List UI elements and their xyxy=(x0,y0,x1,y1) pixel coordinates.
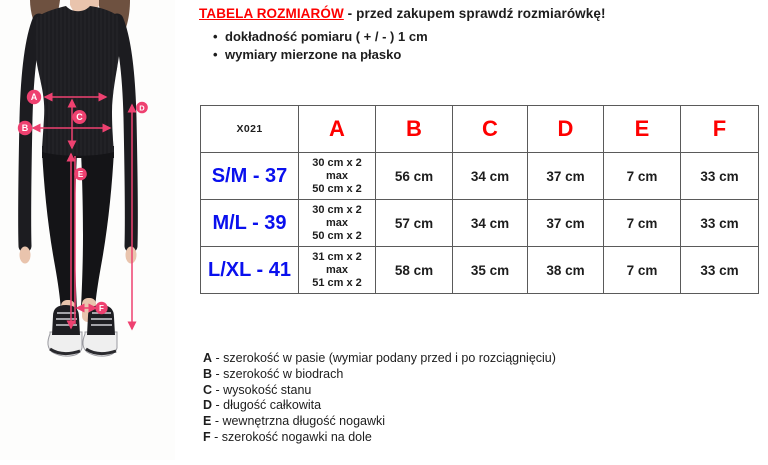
legend-text: wysokość stanu xyxy=(223,382,312,397)
legend-item-B xyxy=(203,367,556,383)
measurement-e-cell: 7 cm xyxy=(604,200,681,247)
legend-item-A xyxy=(203,351,556,367)
measurement-d-cell: 37 cm xyxy=(528,200,604,247)
measurement-d-cell: 38 cm xyxy=(528,247,604,294)
a-value-line: max xyxy=(325,263,349,276)
bullet-flat xyxy=(213,46,759,64)
legend-item-E xyxy=(203,414,556,430)
measurement-b-cell: 58 cm xyxy=(376,247,453,294)
column-header-F: F xyxy=(681,106,759,153)
measurement-c-cell: 35 cm xyxy=(453,247,528,294)
bullet-dot-icon: • xyxy=(213,29,218,44)
a-value-line: 50 cm x 2 xyxy=(312,229,362,242)
measurement-a-cell xyxy=(299,153,376,200)
measurement-b-cell: 57 cm xyxy=(376,200,453,247)
measurement-legend xyxy=(203,351,556,446)
legend-text: szerokość nogawki na dole xyxy=(221,429,372,444)
header-bullets xyxy=(213,28,759,64)
measurement-e-cell: 7 cm xyxy=(604,153,681,200)
legend-separator: - xyxy=(212,398,224,413)
bullet-accuracy xyxy=(213,28,759,46)
product-code-cell: X021 xyxy=(201,106,299,153)
measurement-f-cell: 33 cm xyxy=(681,153,759,200)
badge-E-label: E xyxy=(77,170,84,179)
legend-text: szerokość w biodrach xyxy=(223,366,344,381)
sweater-rib-texture xyxy=(35,6,120,156)
legend-key: B xyxy=(203,366,213,381)
legend-separator: - xyxy=(212,351,224,365)
measurement-a-cell xyxy=(299,247,376,294)
size-label: L/XL - 41 xyxy=(201,247,299,294)
legend-item-D xyxy=(203,398,556,414)
right-hand xyxy=(126,247,137,264)
badge-D-label: D xyxy=(139,103,145,113)
legend-separator: - xyxy=(211,414,223,429)
a-value-line: 30 cm x 2 xyxy=(312,156,362,169)
legend-text: szerokość w pasie (wymiar podany przed i po rozciągnięciu) xyxy=(223,351,556,365)
measurement-f-cell: 33 cm xyxy=(681,247,759,294)
badge-A-label: A xyxy=(30,92,38,103)
badge-C-label: C xyxy=(76,112,83,123)
legend-key: F xyxy=(203,429,211,444)
model-photo xyxy=(0,0,175,460)
legend-key: C xyxy=(203,382,213,397)
a-value-line: max xyxy=(325,216,349,229)
size-table xyxy=(200,105,759,294)
column-header-C: C xyxy=(453,106,528,153)
column-header-E: E xyxy=(604,106,681,153)
a-value-line: 50 cm x 2 xyxy=(312,182,362,195)
bullet-flat-text: wymiary mierzone na płasko xyxy=(225,47,402,62)
a-value-line: max xyxy=(325,169,349,182)
size-label: S/M - 37 xyxy=(201,153,299,200)
legend-text: długość całkowita xyxy=(223,398,322,413)
header-block xyxy=(199,6,759,64)
measurement-c-cell: 34 cm xyxy=(453,153,528,200)
legend-key: A xyxy=(203,351,213,365)
a-value-line: 51 cm x 2 xyxy=(312,276,362,289)
legend-key: E xyxy=(203,414,212,429)
legend-separator: - xyxy=(212,366,224,381)
measurement-b-cell: 56 cm xyxy=(376,153,453,200)
legend-item-C xyxy=(203,383,556,399)
left-hand xyxy=(20,247,31,264)
table-row xyxy=(201,247,759,294)
page-title-highlight: TABELA ROZMIARÓW xyxy=(199,6,344,21)
table-row xyxy=(201,153,759,200)
page-title-rest: - przed zakupem sprawdź rozmiarówkę! xyxy=(343,6,606,21)
size-label: M/L - 39 xyxy=(201,200,299,247)
page-title xyxy=(199,6,759,21)
column-header-D: D xyxy=(528,106,604,153)
measurement-a-cell xyxy=(299,200,376,247)
table-header-row xyxy=(201,106,759,153)
legend-separator: - xyxy=(212,382,224,397)
column-header-A: A xyxy=(299,106,376,153)
badge-F-label: F xyxy=(99,304,104,313)
measurement-e-cell: 7 cm xyxy=(604,247,681,294)
a-value-line: 30 cm x 2 xyxy=(312,203,362,216)
legend-item-F xyxy=(203,430,556,446)
legend-separator: - xyxy=(210,429,222,444)
legend-key: D xyxy=(203,398,213,413)
bullet-dot-icon: • xyxy=(213,47,218,62)
a-value-line: 31 cm x 2 xyxy=(312,250,362,263)
badge-B-label: B xyxy=(21,123,29,134)
measurement-c-cell: 34 cm xyxy=(453,200,528,247)
model-figure xyxy=(0,0,175,460)
measurement-f-cell: 33 cm xyxy=(681,200,759,247)
measurement-d-cell: 37 cm xyxy=(528,153,604,200)
table-row xyxy=(201,200,759,247)
column-header-B: B xyxy=(376,106,453,153)
legend-text: wewnętrzna długość nogawki xyxy=(222,414,386,429)
bullet-accuracy-text: dokładność pomiaru ( + / - ) 1 cm xyxy=(225,29,428,44)
